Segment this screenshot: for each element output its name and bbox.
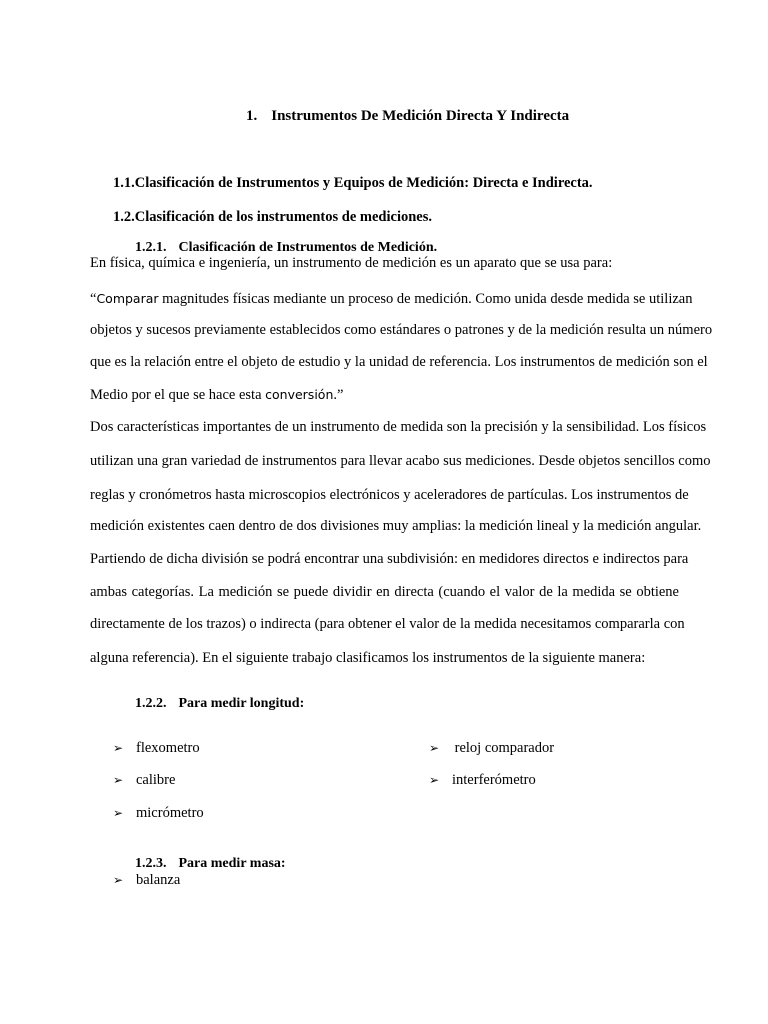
- section-title: Clasificación de Instrumentos y Equipos de Medición: Directa e Indirecta.: [134, 175, 593, 191]
- list-item-reloj-comparador: reloj comparador: [451, 740, 555, 756]
- section-number: 1.2.: [113, 209, 135, 225]
- quote-close: .”: [333, 387, 344, 403]
- bullet-arrow-icon: ➢: [113, 873, 124, 887]
- bullet-arrow-icon: ➢: [429, 741, 440, 755]
- paragraph-line: medición existentes caen dentro de dos divisiones muy amplias: la medición lineal y la medición angular.: [90, 518, 702, 534]
- paragraph-line: utilizan una gran variedad de instrumentos para llevar acabo sus mediciones. Desde objetos sencillos como: [90, 453, 711, 469]
- bullet-arrow-icon: ➢: [429, 773, 440, 787]
- bullet-arrow-icon: ➢: [113, 773, 124, 787]
- section-heading-1-2: [113, 209, 432, 226]
- paragraph-line: reglas y cronómetros hasta microscopios electrónicos y aceleradores de partículas. Los instrumentos de: [90, 487, 689, 503]
- quote-word-comparar: Comparar: [96, 291, 159, 306]
- quote-intro: En física, química e ingeniería, un instrumento de medición es un aparato que se usa para:: [90, 255, 613, 271]
- quote-line-3: que es la relación entre el objeto de estudio y la unidad de referencia. Los instrumentos de medición son el: [90, 354, 708, 370]
- quote-line-2: objetos y sucesos previamente establecidos como estándares o patrones y de la medición resulta un número: [90, 322, 713, 338]
- list-item-calibre: calibre: [136, 772, 176, 788]
- section-heading-1-2-1: [135, 240, 437, 256]
- paragraph-line: directamente de los trazos) o indirecta (para obtener el valor de la medida necesitamos compararla con: [90, 616, 685, 632]
- section-number: 1.2.2.: [135, 696, 167, 711]
- section-heading-1-2-2: [135, 696, 304, 712]
- section-title: Clasificación de Instrumentos de Medición.: [178, 240, 438, 255]
- quote-line-4-text: Medio por el que se hace esta: [90, 387, 266, 403]
- section-number: 1.2.3.: [135, 856, 167, 871]
- list-item-flexometro: flexometro: [136, 740, 200, 756]
- bullet-arrow-icon: ➢: [113, 806, 124, 820]
- list-item-balanza: balanza: [136, 872, 181, 888]
- section-title: Para medir longitud:: [178, 696, 305, 711]
- section-number: 1.2.1.: [135, 240, 167, 255]
- list-item-micrometro: micrómetro: [136, 805, 204, 821]
- quote-line-4: [90, 387, 679, 404]
- paragraph-line: ambas categorías. La medición se puede dividir en directa (cuando el valor de la medida se obtiene: [90, 584, 679, 600]
- title-text: Instrumentos De Medición Directa Y Indirecta: [271, 108, 570, 124]
- quote-word-conversion: conversión: [265, 387, 334, 402]
- paragraph-line: Partiendo de dicha división se podrá encontrar una subdivisión: en medidores directos e indirectos para: [90, 551, 689, 567]
- section-number: 1.1.: [113, 175, 135, 191]
- quote-line-1-text: magnitudes físicas mediante un proceso de medición. Como unida desde medida se utilizan: [158, 291, 693, 307]
- section-title: Clasificación de los instrumentos de mediciones.: [134, 209, 432, 225]
- bullet-arrow-icon: ➢: [113, 741, 124, 755]
- document-title: [246, 108, 569, 125]
- list-item-interferometro: interferómetro: [452, 772, 536, 788]
- paragraph-line: Dos características importantes de un instrumento de medida son la precisión y la sensibilidad. Los físicos: [90, 419, 707, 435]
- section-heading-1-2-3: [135, 856, 286, 872]
- section-title: Para medir masa:: [178, 856, 286, 871]
- title-number: 1.: [246, 108, 258, 124]
- section-heading-1-1: [113, 175, 593, 192]
- paragraph-line: alguna referencia). En el siguiente trabajo clasificamos los instrumentos de la siguiente manera:: [90, 650, 646, 666]
- quote-open: “: [90, 291, 97, 307]
- quote-line-1: [90, 291, 693, 308]
